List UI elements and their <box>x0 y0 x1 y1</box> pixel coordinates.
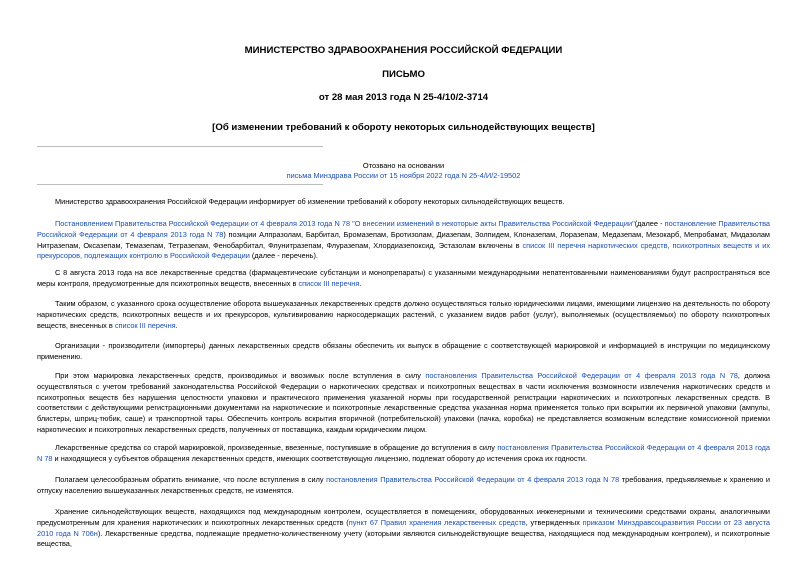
divider-bottom <box>37 184 323 185</box>
order-706n-link[interactable]: приказом Минздравсоцразвития России от 23 августа 2010 года N 706н <box>37 517 770 538</box>
paragraph-text: , должна осуществляться с учетом требований законодательства Российской Федерации о наркотических средствах и психотропных веществах в части исключения возможности извлечения наркотических средств и психотропных веществ без нарушения целостности упаковки и практического применения указанной нормы при государственной регистрации наркотических и психотропных лекарственных средств. В соответствии с действующими регистрационными документами на наркотические и психотропные лекарственные средства указанная норма применяется только при вскрытии их первичной упаковки (ампулы, блистеры, шприц-тюбик, саше) и транспортной тары. Обеспечить контроль вскрытия вторичной (потребительской) упаковки (пачка, коробка) не представляется возможным вследствие комиссионной приемки наркотических и психотропных лекарственных средств, полученных от поставщика, каждым юридическим лицом. <box>37 371 770 434</box>
revocation-link-line <box>0 171 807 181</box>
revocation-link[interactable]: письма Минздрава России от 15 ноября 2022 года N 25-4/И/2-19502 <box>286 171 521 180</box>
document-subject: [Об изменении требований к обороту некоторых сильнодействующих веществ] <box>212 122 595 133</box>
paragraph-text: (далее - <box>634 219 665 228</box>
paragraph-3 <box>37 268 770 290</box>
document-date-number: от 28 мая 2013 года N 25-4/10/2-3714 <box>318 92 489 103</box>
paragraph-text: Полагаем целесообразным обратить внимание, что после вступления в силу <box>55 475 327 484</box>
paragraph-text: ). Лекарственные средства, подлежащие предметно-количественному учету (которыми являются сильнодействующие вещества, находящиеся под международным контролем), и психотропные вещества, <box>37 528 770 549</box>
paragraph-text: . <box>175 320 178 330</box>
paragraph-2 <box>37 219 770 262</box>
schedule-iii-list-link[interactable]: список III перечня наркотических средств, психотропных веществ и их прекурсоров, подлежащих контролю в Российской Федерации <box>37 240 770 261</box>
decree-78-link[interactable]: постановления Правительства Российской Федерации от 4 февраля 2013 года N 78 <box>37 443 770 463</box>
schedule-iii-link[interactable]: список III перечня <box>298 278 360 288</box>
decree-78-link[interactable]: постановления Правительства Российской Федерации от 4 февраля 2013 года N 78 <box>425 371 738 380</box>
paragraph-text: и находящиеся у субъектов обращения лекарственных средств, имеющих соответствующую лицензию, подлежат обороту до истечения срока их годности. <box>52 453 588 463</box>
paragraph-text: Хранение сильнодействующих веществ, находящихся под международным контролем, осуществляется в помещениях, оборудованных инженерными и техническими средствами охраны, аналогичными предусмотренным для хранения наркотических и психотропных лекарственных средств ( <box>37 507 770 527</box>
paragraph-text: , утвержденных <box>525 517 583 527</box>
paragraph-1: Министерство здравоохранения Российской Федерации информирует об изменении требований к обороту некоторых сильнодействующих веществ. <box>55 197 565 206</box>
paragraph-text: . <box>359 278 362 288</box>
paragraph-text: ) позиции Алпразолам, Барбитал, Бромазепам, Бротизолам, Диазепам, Золпидем, Клоназепам, Лоразепам, Медазепам, Мезокарб, Мепробамат, Мидазолам Нитразепам, Оксазепам, Темазепам, Тетразепам, Фенобарбитал, Флунитразепам, Флуразепам, Хлордиазепоксид, Эстазолам включены в <box>37 229 770 250</box>
paragraph-9 <box>37 507 770 550</box>
divider-top <box>37 146 323 147</box>
paragraph-4 <box>37 299 770 331</box>
paragraph-text: требования, предъявляемые к хранению и отпуску населению вышеуказанных лекарственных средств, не изменятся. <box>37 475 770 495</box>
schedule-iii-link[interactable]: список III перечня <box>114 320 176 330</box>
paragraph-text: С 8 августа 2013 года на все лекарственные средства (фармацевтические субстанции и монопрепараты) с указанными международными непатентованными наименованиями будут распространяться все меры контроля, предусмотренные для психотропных веществ, внесенных в <box>37 268 770 288</box>
decree-78-link[interactable]: Постановлением Правительства Российской Федерации от 4 февраля 2013 года N 78 "О внесении изменений в некоторые акты Правительства Российской Федерации" <box>55 219 635 228</box>
paragraph-6 <box>37 371 770 436</box>
paragraph-8 <box>37 475 770 497</box>
decree-78-ref-link[interactable]: постановление Правительства Российской Федерации от 4 февраля 2013 года N 78 <box>37 219 770 239</box>
document-type: ПИСЬМО <box>382 69 425 80</box>
paragraph-7 <box>37 443 770 465</box>
storage-rules-link[interactable]: пункт 67 Правил хранения лекарственных средств <box>348 517 526 527</box>
revocation-note: Отозвано на основании <box>362 161 445 170</box>
decree-78-link[interactable]: постановления Правительства Российской Федерации от 4 февраля 2013 года N 78 <box>326 475 620 484</box>
paragraph-text: (далее - перечень). <box>249 251 318 261</box>
ministry-heading: МИНИСТЕРСТВО ЗДРАВООХРАНЕНИЯ РОССИЙСКОЙ ФЕДЕРАЦИИ <box>244 45 563 56</box>
paragraph-text: При этом маркировка лекарственных средств, производимых и ввозимых после вступления в силу <box>55 371 426 380</box>
paragraph-5: Организации - производители (импортеры) данных лекарственных средств обязаны обеспечить их выпуск в обращение с соответствующей маркировкой и информацией в инструкции по медицинскому применению. <box>37 341 770 361</box>
paragraph-text: Таким образом, с указанного срока осуществление оборота вышеуказанных лекарственных средств должно осуществляться только юридическими лицами, имеющими лицензию на деятельность по обороту наркотических средств, психотропных веществ и их прекурсоров, культивированию наркосодержащих растений, с указанием видов работ (услуг), выполняемых (осуществляемых) по обороту психотропных веществ, внесенных в <box>37 299 770 330</box>
paragraph-text: Лекарственные средства со старой маркировкой, произведенные, ввезенные, поступившие в обращение до вступления в силу <box>55 443 498 452</box>
